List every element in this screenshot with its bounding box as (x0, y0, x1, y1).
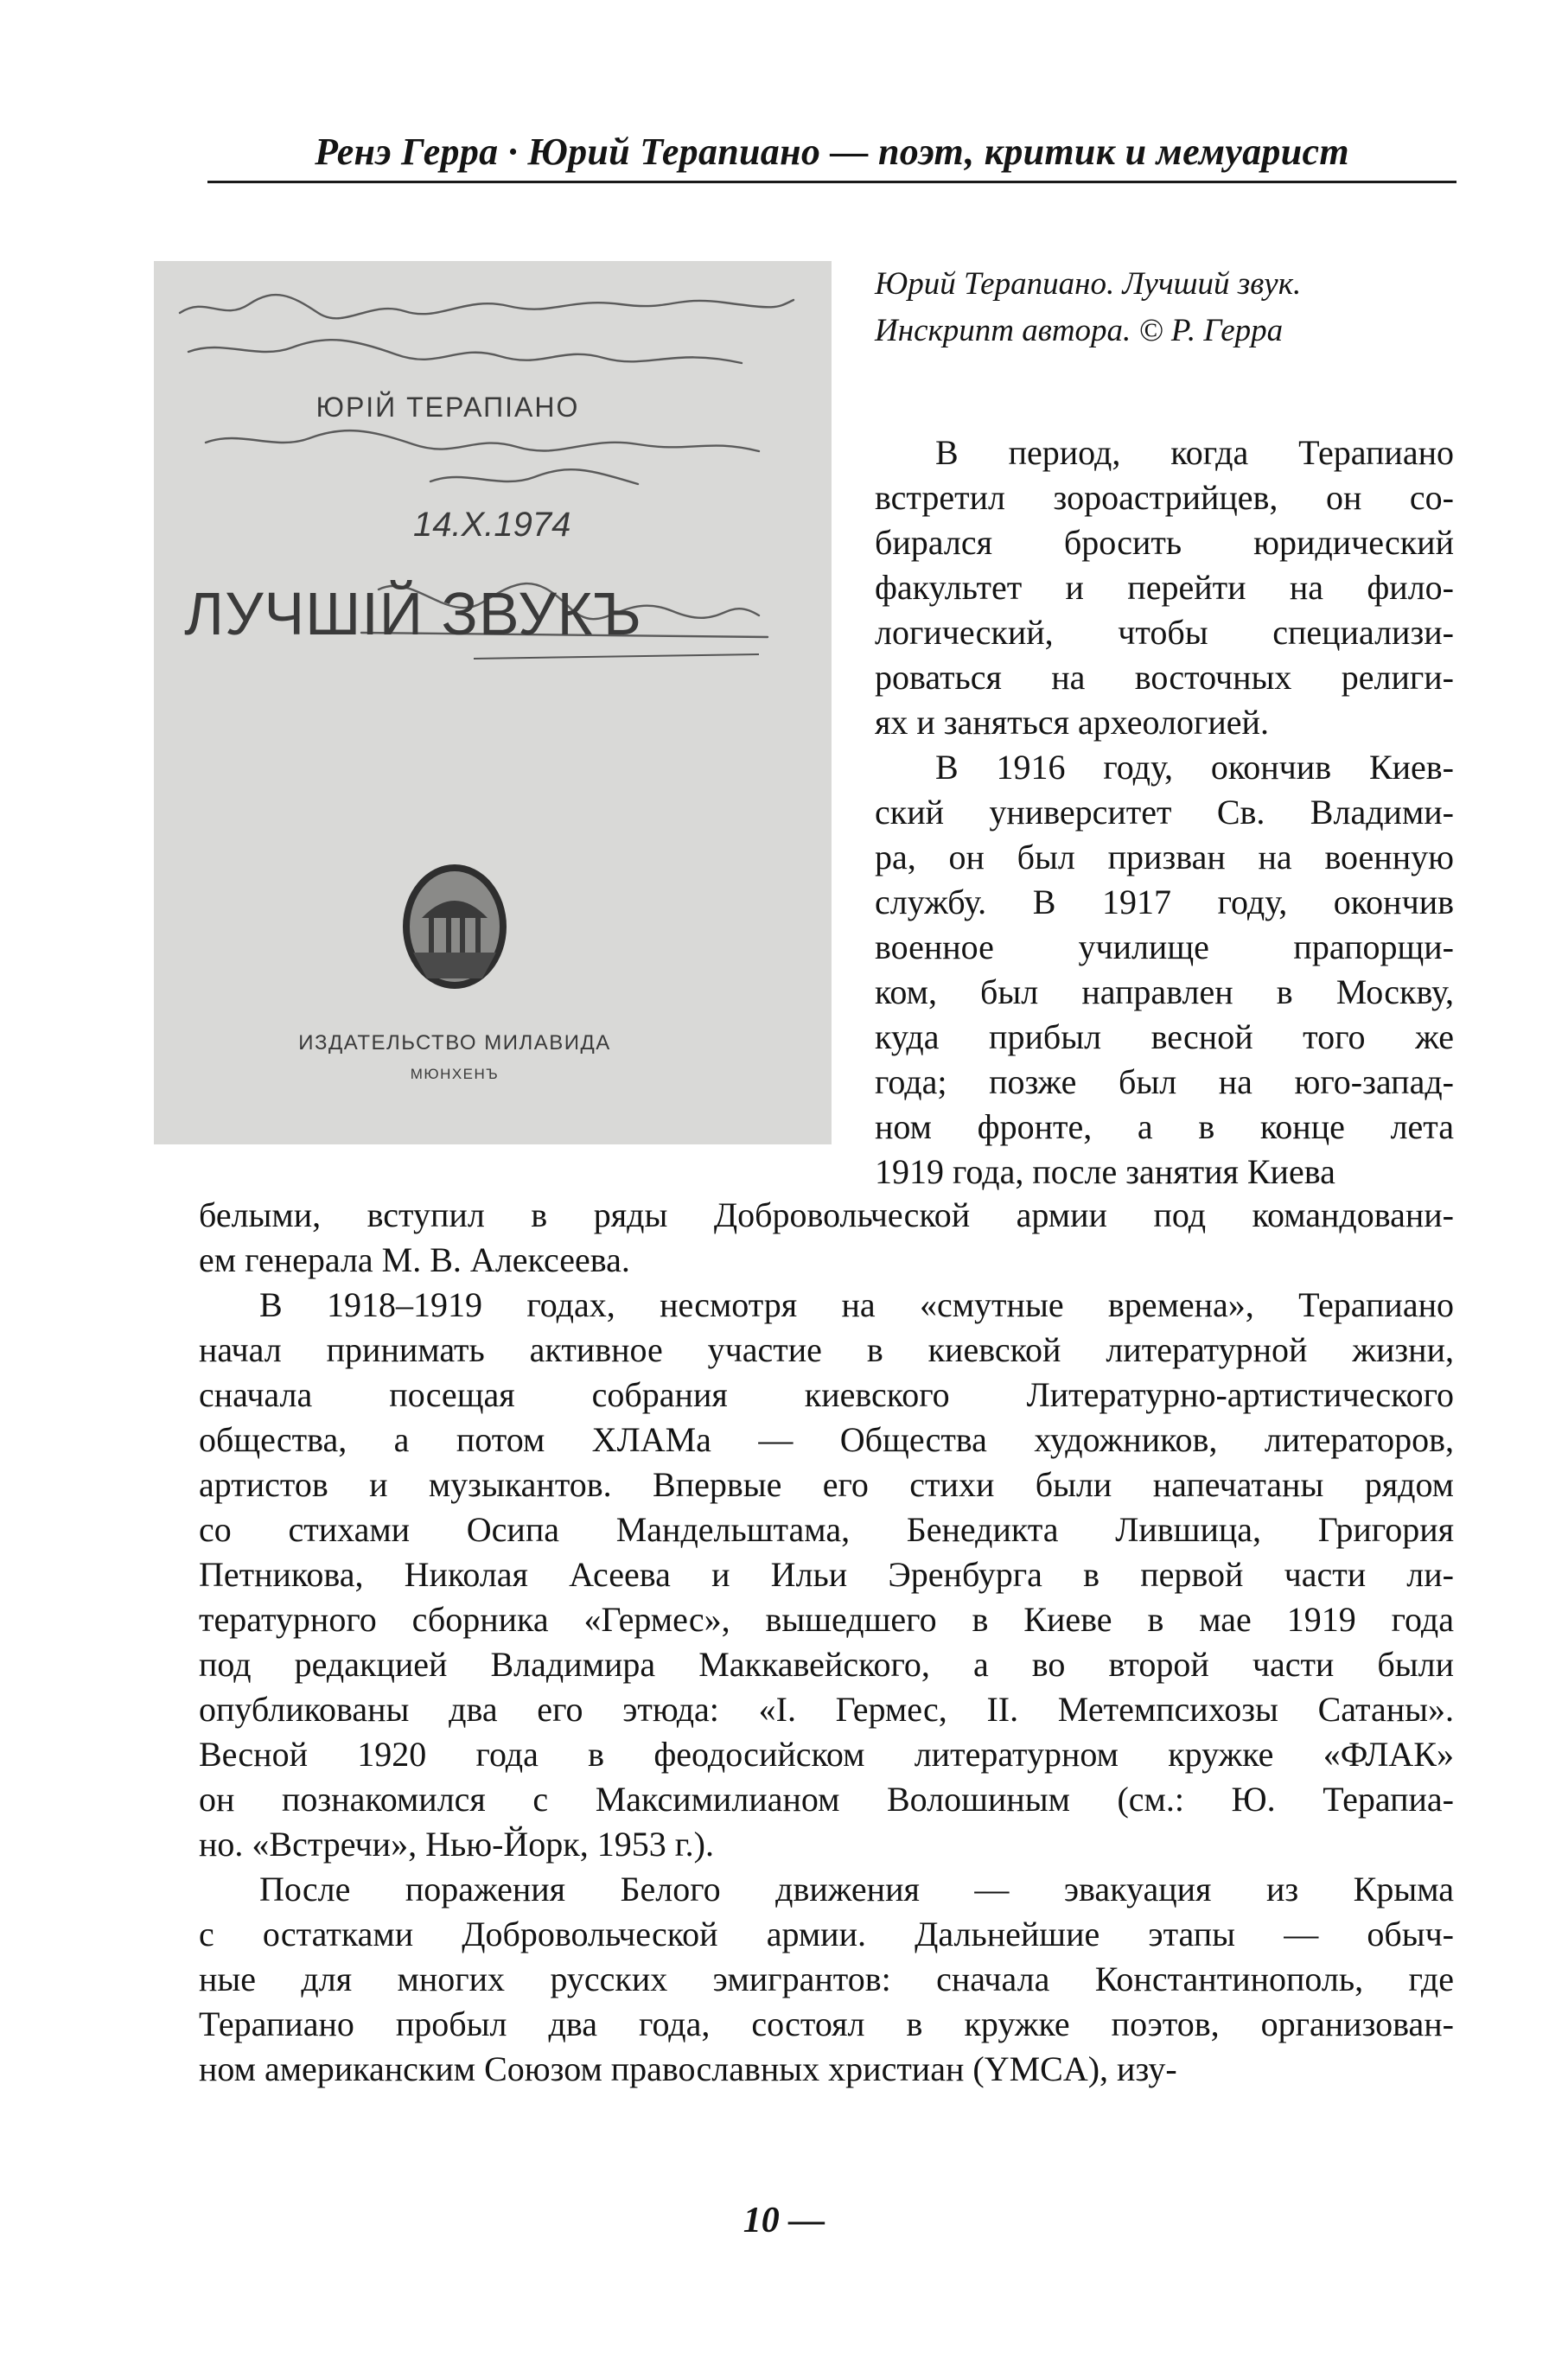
text-line: После поражения Белого движения — эвакуация из Крыма (259, 1870, 1454, 1909)
paragraph-5 (199, 1867, 1454, 2092)
paragraph-4 (199, 1283, 1454, 1867)
text-line: начал принимать активное участие в киевской литературной жизни, (199, 1330, 1454, 1369)
text-line: В период, когда Терапиано (935, 433, 1454, 472)
text-line: опубликованы два его этюда: «I. Гермес, II. Метемпсихозы Сатаны». (199, 1690, 1454, 1729)
header-rule (207, 181, 1456, 183)
cover-city: МЮНХЕНЪ (410, 1066, 500, 1082)
page-number: 10 — (743, 2201, 825, 2240)
text-line: ра, он был призван на военную (875, 838, 1454, 876)
text-line: Петникова, Николая Асеева и Ильи Эренбурга в первой части ли- (199, 1555, 1454, 1594)
text-line: бирался бросить юридический (875, 523, 1454, 562)
text-line: ном фронте, а в конце лета (875, 1107, 1454, 1146)
text-line: встретил зороастрийцев, он со- (875, 478, 1454, 517)
text-line: 1919 года, после занятия Киева (875, 1152, 1335, 1191)
text-line: Терапиано пробыл два года, состоял в кружке поэтов, организован- (199, 2004, 1454, 2043)
handwriting-date: 14.Х.1974 (413, 506, 571, 544)
text-line: тературного сборника «Гермес», вышедшего в Киеве в мае 1919 года (199, 1600, 1454, 1639)
figure-caption: Юрий Терапиано. Лучший звук. Инскрипт автора. © Р. Герра (875, 266, 1302, 348)
text-line: он познакомился с Максимилианом Волошиным (см.: Ю. Терапиа- (199, 1780, 1454, 1819)
paragraph-2 (875, 745, 1454, 1195)
cover-author: ЮРІЙ ТЕРАПІАНО (316, 392, 580, 423)
text-line: В 1918–1919 годах, несмотря на «смутные времена», Терапиано (259, 1285, 1454, 1324)
text-line: ном американским Союзом православных христиан (YMCA), изу- (199, 2049, 1177, 2088)
text-line: Весной 1920 года в феодосийском литературном кружке «ФЛАК» (199, 1735, 1454, 1774)
paragraph-3 (199, 1193, 1454, 1283)
text-line: военное училище прапорщи- (875, 927, 1454, 966)
cover-title: ЛУЧШІЙ ЗВУКЪ (184, 580, 642, 647)
text-line: под редакцией Владимира Маккавейского, а во второй части были (199, 1645, 1454, 1684)
text-line: ком, был направлен в Москву, (875, 972, 1454, 1011)
text-line: службу. В 1917 году, окончив (875, 883, 1454, 921)
text-line: но. «Встречи», Нью-Йорк, 1953 г.). (199, 1825, 714, 1864)
text-line: артистов и музыкантов. Впервые его стихи были напечатаны рядом (199, 1465, 1454, 1504)
text-line: В 1916 году, окончив Киев- (935, 748, 1454, 787)
cover-publisher: ИЗДАТЕЛЬСТВО МИЛАВИДА (298, 1031, 611, 1055)
text-line: ем генерала М. В. Алексеева. (199, 1240, 630, 1279)
text-line: ях и заняться археологией. (875, 703, 1269, 742)
text-line: со стихами Осипа Мандельштама, Бенедикта Лившица, Григория (199, 1510, 1454, 1549)
text-line: года; позже был на юго-запад- (875, 1062, 1454, 1101)
running-head: Ренэ Герра · Юрий Терапиано — поэт, критик и мемуарист (315, 131, 1349, 173)
text-line: общества, а потом ХЛАМа — Общества художников, литераторов, (199, 1420, 1454, 1459)
text-line: ные для многих русских эмигрантов: сначала Константинополь, где (199, 1960, 1454, 1998)
publisher-emblem (403, 864, 507, 989)
book-cover-image (154, 261, 832, 1144)
text-line: логический, чтобы специализи- (875, 613, 1454, 652)
text-line: белыми, вступил в ряды Добровольческой армии под командовани- (199, 1195, 1454, 1234)
text-line: куда прибыл весной того же (875, 1017, 1454, 1056)
paragraph-1 (875, 430, 1454, 745)
text-line: ский университет Св. Владими- (875, 793, 1454, 832)
text-line: с остатками Добровольческой армии. Дальнейшие этапы — обыч- (199, 1915, 1454, 1953)
text-line: сначала посещая собрания киевского Литературно-артистического (199, 1375, 1454, 1414)
book-cover-svg (154, 261, 832, 1144)
text-line: роваться на восточных религи- (875, 658, 1454, 697)
text-line: факультет и перейти на фило- (875, 568, 1454, 607)
